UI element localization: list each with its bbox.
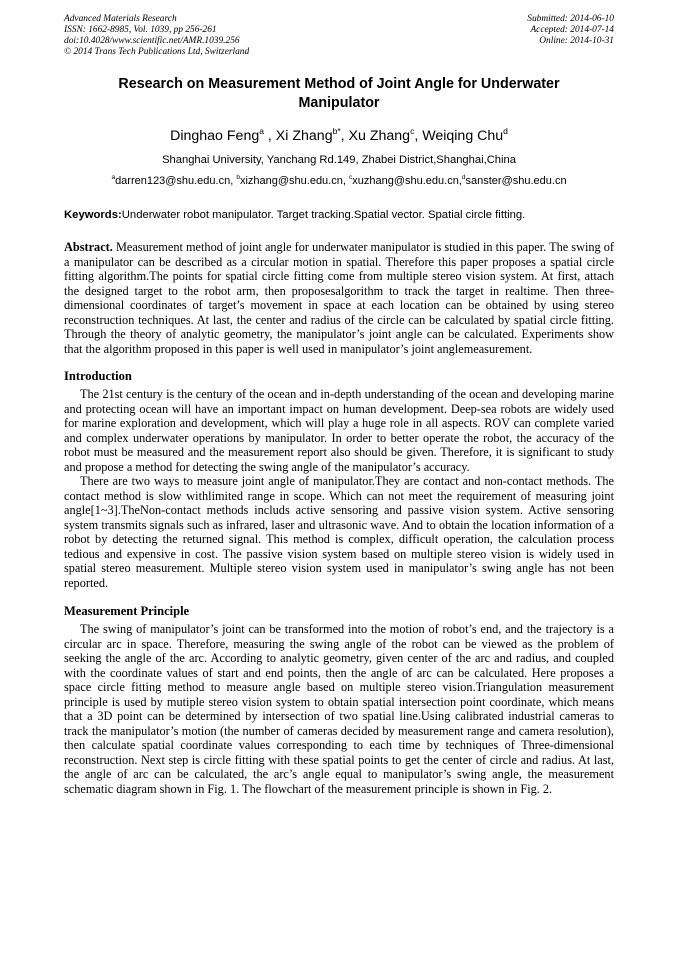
author-list: Dinghao Feng$^a$ , Xi Zhang$^{b*}$, Xu Zhang$^c$, Weiqing Chu$^d$ [170,126,508,144]
author-name: Dinghao Feng [170,128,260,144]
online-date: Online: 2014-10-31 [539,36,614,46]
paper-title: Research on Measurement Method of Joint Angle for Underwater Manipulator [118,76,560,111]
introduction-paragraph: There are two ways to measure joint angle of manipulator.They are contact and non-contact methods. The contact method is slow withlimited range in scope. Which can not meet the requirement of measuring joint angle[1~3].TheNon-contact methods includs active sensoring and passive vision system. Active sensoring system transmits signals such as infrared, laser and ultrasonic wave. And to obtain the location information of a robot by detecting the returned signal. This method is complex, difficult operation, the calculation process tedious and expensive in cost. The passive vision system based on multiple stereo vision is widely used in spatial stereo measurement. Multiple stereo vision system used in manipulator’s swing angle has not been reported. [64,474,614,590]
abstract [64,240,614,356]
author-emails: $^a$darren123@shu.edu.cn, $^b$xizhang@shu.edu.cn, $^c$xuzhang@shu.edu.cn,$^d$sanster@shu.edu.cn [111,174,567,187]
header-publication-info [64,14,249,58]
copyright-line: © 2014 Trans Tech Publications Ltd, Switzerland [64,47,250,57]
header-dates [527,14,614,58]
keywords-text: Underwater robot manipulator. Target tracking.Spatial vector. Spatial circle fitting. [121,209,526,221]
doi-line: doi:10.4028/www.scientific.net/AMR.1039.256 [64,36,240,46]
email-address: xuzhang@shu.edu.cn [352,175,459,187]
email-address: xizhang@shu.edu.cn [239,175,343,187]
abstract-text: Measurement method of joint angle for underwater manipulator is studied in this paper. The swing of a manipulator can be described as a circular motion in spatial. Therefore this paper proposes a spatial circle fitting algorithm.The points for spatial circle fitting come from multiple stereo vision system. At first, attach the designed target to the robot arm, then proposesalgorithm to track the target in realtime. Then three-dimensional coordinates of target’s movement in space at each location can be obtained by using stereo reconstruction techniques. At last, the center and radius of the circle can be calculated by spatial circle fitting. Through the theory of analytic geometry, the manipulator’s joint angle can be calculated. Experiments show that the algorithm proposed in this paper is well used in manipulator’s joint anglemeasurement. [64,240,615,356]
issn-line: ISSN: 1662-8985, Vol. 1039, pp 256-261 [64,25,217,35]
author-name: Xi Zhang [275,128,333,144]
author-affiliation-mark: b* [332,126,341,136]
author-name: Xu Zhang [348,128,411,144]
section-heading-measurement-principle: Measurement Principle [64,604,190,618]
accepted-date: Accepted: 2014-07-14 [530,25,614,35]
introduction-paragraph: The 21st century is the century of the ocean and in-depth understanding of the ocean and developing marine and protecting ocean will have an important impact on human development. Deep-sea robots are widely used for marine exploration and development, which will play a huge role in all aspects. ROV can complete varied and complex underwater operations by manipulator. In order to better operate the robot, the accuracy of the robot must be measured and the measurement report also should be given. Therefore, it is significant to study and propose a method for detecting the swing angle of the manipulator’s accuracy. [64,387,614,474]
journal-name: Advanced Materials Research [64,14,177,24]
email-address: sanster@shu.edu.cn [465,175,567,187]
section-heading-introduction: Introduction [64,369,132,383]
measurement-principle-paragraph: The swing of manipulator’s joint can be transformed into the motion of robot’s end, and the trajectory is a circular arc in space. Therefore, measuring the swing angle of the robot can be viewed as the problem of seeking the angle of the arc. According to analytic geometry, given center of the arc and radius, and coupled with the coordinate values of start and end points, then the angle of arc can be calculated. Here proposes a space circle fitting method to measure angle based on multiple stereo vision.Triangulation measurement principle is used by mutiple stereo vision system to obtain spatial intersection point coordinate, which means that a 3D point can be determined by intersection of two spatial line.Using calibrated industrial cameras to track the manipulator’s motion (the number of cameras decided by measurement range and camera resolution), then calculate spatial coordinate values corresponding to each time by techniques of Three-dimensional reconstruction. Next step is circle fitting with these spatial points to get the center of circle and radius. At last, the angle of arc can be calculated, the arc’s angle equal to manipulator’s swing angle, the measurement schematic diagram shown in Fig. 1. The flowchart of the measurement principle is shown in Fig. 2. [64,622,614,796]
author-affiliation: Shanghai University, Yanchang Rd.149, Zhabei District,Shanghai,China [162,154,516,166]
author-affiliation-mark: a [259,126,264,136]
author-affiliation-mark: d [503,126,508,136]
submitted-date: Submitted: 2014-06-10 [527,14,614,24]
keywords [64,208,614,222]
page-header [64,14,614,58]
keywords-label: Keywords: [64,209,122,221]
author-name: Weiqing Chu [422,128,504,144]
abstract-label: Abstract. [64,240,113,254]
author-affiliation-mark: c [410,126,415,136]
email-address: darren123@shu.edu.cn [115,175,231,187]
